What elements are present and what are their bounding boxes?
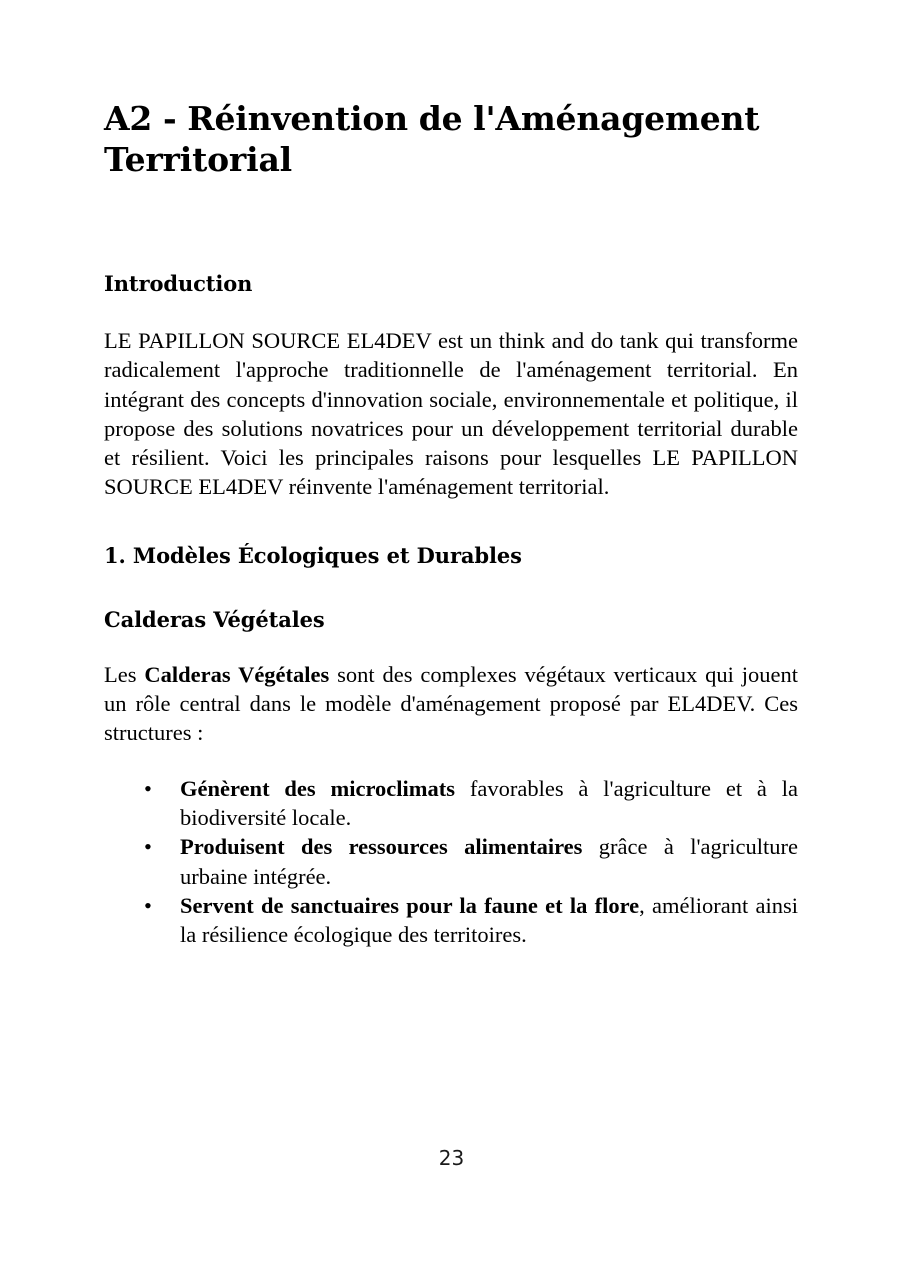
list-item-text: favorables à l'agriculture et à la biodiversité locale. bbox=[180, 775, 799, 830]
list-item bbox=[104, 774, 798, 833]
page-title bbox=[104, 0, 798, 180]
paragraph-calderas-vegetales bbox=[104, 633, 798, 748]
list-item bbox=[104, 832, 798, 891]
list-item-text: grâce à l'agriculture urbaine intégrée. bbox=[180, 834, 798, 889]
list-item-bold: Génèrent des microclimats bbox=[180, 775, 456, 801]
list-item-bold: Produisent des ressources alimentaires bbox=[180, 834, 583, 860]
heading-section-1: 1. Modèles Écologiques et Durables bbox=[104, 542, 522, 568]
page-number: 23 bbox=[438, 1146, 465, 1170]
list-item bbox=[104, 891, 798, 950]
paragraph-introduction: LE PAPILLON SOURCE EL4DEV est un think and do tank qui transforme radicalement l'approche traditionnelle de l'aménagement territorial. En intégrant des concepts d'innovation sociale, environnementale et politique, il propose des solutions novatrices pour un développement territorial durable et résilient. Voici les principales raisons pour lesquelles LE PAPILLON SOURCE EL4DEV réinvente l'aménagement territorial. bbox=[104, 328, 798, 500]
list-item-bold: Servent de sanctuaires pour la faune et la flore bbox=[180, 892, 640, 918]
page-content bbox=[104, 0, 798, 949]
page-title-line-1: A2 - Réinvention de l'Aménagement bbox=[104, 99, 760, 138]
heading-calderas-vegetales: Calderas Végétales bbox=[104, 606, 325, 632]
caldera-lead-prefix: Les bbox=[104, 661, 145, 687]
caldera-lead-suffix: sont des complexes végétaux verticaux qui jouent un rôle central dans le modèle d'aménagement proposé par EL4DEV. Ces structures : bbox=[104, 661, 798, 746]
caldera-feature-list bbox=[104, 748, 798, 950]
caldera-lead-bold: Calderas Végétales bbox=[144, 661, 330, 687]
page-title-line-2: Territorial bbox=[104, 140, 292, 179]
heading-introduction: Introduction bbox=[104, 271, 253, 296]
list-item-text: , améliorant ainsi la résilience écologique des territoires. bbox=[180, 892, 798, 948]
